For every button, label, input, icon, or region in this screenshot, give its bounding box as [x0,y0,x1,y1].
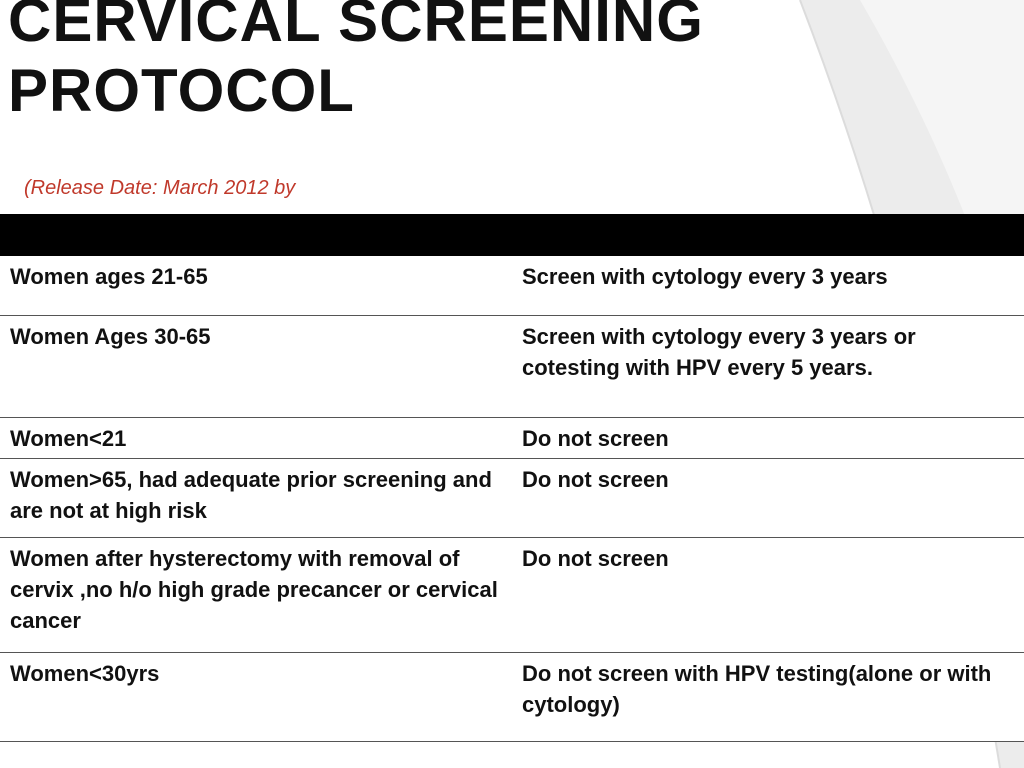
table-row [0,315,1024,417]
population-cell: Women Ages 30-65 [0,315,512,417]
table-row [0,458,1024,537]
slide-title-line-1: CERVICAL SCREENING [8,0,704,54]
recommendation-cell: Screen with cytology every 3 years or cotesting with HPV every 5 years. [512,315,1024,417]
table-row [0,256,1024,315]
population-cell: Women after hysterectomy with removal of cervix ,no h/o high grade precancer or cervical cancer [0,537,512,652]
protocol-table [0,214,1024,742]
population-cell: Women<21 [0,417,512,458]
population-cell: Women ages 21-65 [0,256,512,315]
table-row [0,417,1024,458]
population-cell: Women>65, had adequate prior screening and are not at high risk [0,458,512,537]
table-row [0,652,1024,741]
population-cell: Women<30yrs [0,652,512,741]
slide-title-line-2: PROTOCOL [8,57,355,124]
table-row [0,537,1024,652]
recommendation-cell: Screen with cytology every 3 years [512,256,1024,315]
recommendation-cell: Do not screen with HPV testing(alone or with cytology) [512,652,1024,741]
protocol-table-container [0,214,1024,742]
release-date-subtitle: (Release Date: March 2012 by [24,177,296,199]
recommendation-cell: Do not screen [512,458,1024,537]
recommendation-cell: Do not screen [512,537,1024,652]
table-header-bar [0,214,1024,256]
recommendation-cell: Do not screen [512,417,1024,458]
slide-title [8,0,704,126]
